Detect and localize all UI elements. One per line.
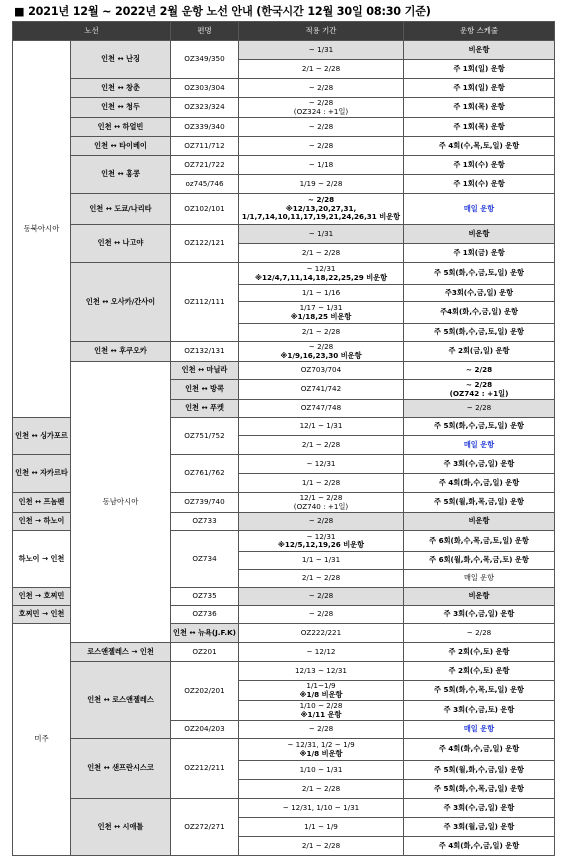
period-note: ※1/18,25 비운항 bbox=[290, 311, 352, 321]
table-row bbox=[13, 799, 555, 818]
route-name: 인천 ↔ 시애틀 bbox=[71, 799, 171, 856]
flight-number: OZ112/111 bbox=[171, 263, 239, 342]
flight-number: OZ201 bbox=[171, 643, 239, 662]
flight-number: OZ734 bbox=[171, 531, 239, 588]
schedule-cell: 주 3회(월,금,일) 운항 bbox=[404, 818, 555, 837]
table-row bbox=[13, 194, 555, 225]
route-name: 인천 ↔ 후쿠오카 bbox=[71, 342, 171, 362]
period-cell: ~ 12/31 bbox=[239, 455, 404, 474]
route-schedule-table bbox=[12, 21, 555, 856]
period-cell: ~ 2/28 bbox=[239, 721, 404, 739]
flight-number: OZ733 bbox=[171, 513, 239, 531]
period-cell: 1/1 ~ 1/31 bbox=[239, 552, 404, 570]
period-cell: ~ 12/12 bbox=[239, 643, 404, 662]
table-row bbox=[13, 137, 555, 156]
route-name: 인천 ↔ 난징 bbox=[71, 41, 171, 79]
schedule-cell: 주 4회(화,수,금,일) 운항 bbox=[404, 474, 555, 493]
schedule-cell: 주 5회(화,수,금,토,일) 운항 bbox=[404, 418, 555, 436]
schedule-cell: 비운항 bbox=[404, 588, 555, 606]
period-cell: ~ 2/28 bbox=[239, 606, 404, 624]
schedule-cell: 주 2회(수,토) 운항 bbox=[404, 643, 555, 662]
route-name: 인천 ↔ 도쿄/나리타 bbox=[71, 194, 171, 225]
schedule-cell: 주 5회(월,화,목,금,일) 운항 bbox=[404, 493, 555, 513]
period-text: 12/1 ~ 2/28 bbox=[299, 493, 343, 502]
route-name: 인천 ↔ 타이베이 bbox=[71, 137, 171, 156]
period-cell: 2/1 ~ 2/28 bbox=[239, 570, 404, 588]
period-text: ~ 2/28 bbox=[308, 342, 334, 351]
period-cell: ~ 12/31, 1/10 ~ 1/31 bbox=[239, 799, 404, 818]
schedule-cell: 비운항 bbox=[404, 513, 555, 531]
schedule-cell: 주 5회(화,수,목,금,일) 운항 bbox=[404, 780, 555, 799]
schedule-cell: 주 5회(화,수,목,토,일) 운항 bbox=[404, 681, 555, 701]
schedule-cell: 주 1회(수) 운항 bbox=[404, 175, 555, 194]
period-cell: ~ 2/28 bbox=[239, 588, 404, 606]
period-cell: 12/13 ~ 12/31 bbox=[239, 662, 404, 681]
flight-number: OZ122/121 bbox=[171, 225, 239, 263]
period-note: ※1/8 비운항 bbox=[299, 689, 343, 699]
route-name: 인천 ↔ 홍콩 bbox=[71, 156, 171, 194]
route-name: 호찌민 → 인천 bbox=[13, 606, 71, 624]
schedule-cell: 주 6회(화,수,목,금,토,일) 운항 bbox=[404, 531, 555, 552]
period-cell: 2/1 ~ 2/28 bbox=[239, 324, 404, 342]
period-note: ※1/9,16,23,30 비운항 bbox=[280, 350, 362, 360]
period-cell bbox=[404, 380, 555, 400]
schedule-cell: 주 3회(수,금,일) 운항 bbox=[404, 606, 555, 624]
period-cell bbox=[239, 98, 404, 118]
table-row bbox=[13, 263, 555, 285]
table-row bbox=[13, 739, 555, 761]
period-text: ~ 2/28 bbox=[308, 98, 334, 107]
period-cell bbox=[239, 531, 404, 552]
header-period: 적용 기간 bbox=[239, 22, 404, 41]
flight-number: OZ102/101 bbox=[171, 194, 239, 225]
flight-number: OZ747/748 bbox=[239, 400, 404, 418]
schedule-cell: 주 5회(월,화,수,금,일) 운항 bbox=[404, 761, 555, 780]
route-name: 하노이 → 인천 bbox=[13, 531, 71, 588]
flight-number: OZ703/704 bbox=[239, 362, 404, 380]
schedule-cell: 매일 운항 bbox=[404, 570, 555, 588]
schedule-cell: 주 3회(수,금,토) 운항 bbox=[404, 701, 555, 721]
table-row bbox=[13, 41, 555, 60]
schedule-cell: 주 4회(화,수,금,일) 운항 bbox=[404, 739, 555, 761]
period-cell: 2/1 ~ 2/28 bbox=[239, 436, 404, 455]
flight-number: OZ349/350 bbox=[171, 41, 239, 79]
schedule-cell: 비운항 bbox=[404, 225, 555, 244]
schedule-cell: 주 1회(금) 운항 bbox=[404, 244, 555, 263]
schedule-cell: 주 1회(일) 운항 bbox=[404, 60, 555, 79]
period-cell bbox=[239, 681, 404, 701]
table-row bbox=[13, 362, 555, 380]
flight-number: OZ222/221 bbox=[239, 624, 404, 643]
period-cell: 1/1 ~ 1/16 bbox=[239, 285, 404, 302]
period-cell bbox=[239, 701, 404, 721]
flight-number: OZ736 bbox=[171, 606, 239, 624]
route-name: 인천 ↔ 뉴욕(J.F.K) bbox=[171, 624, 239, 643]
period-cell: ~ 1/31 bbox=[239, 41, 404, 60]
flight-number: OZ204/203 bbox=[171, 721, 239, 739]
period-cell bbox=[239, 739, 404, 761]
schedule-cell: 주 1회(일) 운항 bbox=[404, 79, 555, 98]
schedule-cell: 주 2회(수,토) 운항 bbox=[404, 662, 555, 681]
table-row bbox=[13, 225, 555, 244]
period-text: ~ 2/28 bbox=[307, 195, 335, 205]
period-cell: 2/1 ~ 2/28 bbox=[239, 837, 404, 856]
period-cell: 2/1 ~ 2/28 bbox=[239, 244, 404, 263]
flight-number: OZ272/271 bbox=[171, 799, 239, 856]
region-label: 미주 bbox=[13, 624, 71, 856]
period-cell: ~ 2/28 bbox=[239, 118, 404, 137]
schedule-cell: 주 2회(금,일) 운항 bbox=[404, 342, 555, 362]
region-label: 동북아시아 bbox=[13, 41, 71, 418]
period-cell: 1/10 ~ 1/31 bbox=[239, 761, 404, 780]
schedule-cell: 주 6회(월,화,수,목,금,토) 운항 bbox=[404, 552, 555, 570]
route-name: 인천 ↔ 방콕 bbox=[171, 380, 239, 400]
period-cell: 2/1 ~ 2/28 bbox=[239, 780, 404, 799]
schedule-cell: 매일 운항 bbox=[404, 194, 555, 225]
route-name: 인천 ↔ 싱가포르 bbox=[13, 418, 71, 455]
table-row bbox=[13, 156, 555, 175]
period-text: ~ 12/31 bbox=[306, 531, 336, 541]
period-cell: ~ 2/28 bbox=[239, 137, 404, 156]
table-row bbox=[13, 643, 555, 662]
schedule-cell: 주 4회(화,수,금,일) 운항 bbox=[404, 837, 555, 856]
period-cell: 12/1 ~ 1/31 bbox=[239, 418, 404, 436]
period-note: (OZ740 : +1일) bbox=[293, 501, 349, 511]
period-cell: ~ 2/28 bbox=[404, 362, 555, 380]
flight-number: OZ761/762 bbox=[171, 455, 239, 493]
period-cell bbox=[239, 302, 404, 324]
flight-number: OZ212/211 bbox=[171, 739, 239, 799]
schedule-cell: 주3회(수,금,일) 운항 bbox=[404, 285, 555, 302]
route-name: 인천 → 하노이 bbox=[13, 513, 71, 531]
period-cell: 2/1 ~ 2/28 bbox=[239, 60, 404, 79]
period-note: ※12/4,7,11,14,18,22,25,29 비운항 bbox=[254, 272, 388, 282]
header-flight: 편명 bbox=[171, 22, 239, 41]
schedule-cell: 비운항 bbox=[404, 41, 555, 60]
period-note: ※12/13,20,27,31, bbox=[285, 203, 357, 213]
period-cell bbox=[239, 493, 404, 513]
schedule-cell: 주 3회(수,금,일) 운항 bbox=[404, 799, 555, 818]
period-cell bbox=[239, 263, 404, 285]
period-cell: ~ 1/31 bbox=[239, 225, 404, 244]
period-note: ※1/11 운항 bbox=[300, 709, 342, 719]
route-name: 인천 ↔ 프놈펜 bbox=[13, 493, 71, 513]
route-name: 인천 ↔ 청두 bbox=[71, 98, 171, 118]
schedule-cell: 주 3회(수,금,일) 운항 bbox=[404, 455, 555, 474]
period-cell: ~ 1/18 bbox=[239, 156, 404, 175]
schedule-cell: 주 1회(목) 운항 bbox=[404, 118, 555, 137]
region-label: 동남아시아 bbox=[71, 362, 171, 643]
schedule-cell: 주 4회(수,목,토,일) 운항 bbox=[404, 137, 555, 156]
route-name: 인천 ↔ 샌프란시스코 bbox=[71, 739, 171, 799]
route-name: 인천 ↔ 창춘 bbox=[71, 79, 171, 98]
route-name: 인천 ↔ 자카르타 bbox=[13, 455, 71, 493]
schedule-cell: 주 1회(수) 운항 bbox=[404, 156, 555, 175]
flight-number: OZ735 bbox=[171, 588, 239, 606]
route-name: 인천 ↔ 오사카/간사이 bbox=[71, 263, 171, 342]
period-note: 1/1,7,14,10,11,17,19,21,24,26,31 비운항 bbox=[241, 212, 401, 222]
flight-number: OZ739/740 bbox=[171, 493, 239, 513]
table-header-row bbox=[13, 22, 555, 41]
period-note: ※12/5,12,19,26 비운항 bbox=[277, 540, 365, 549]
flight-number: OZ339/340 bbox=[171, 118, 239, 137]
period-text: 1/17 ~ 1/31 bbox=[299, 303, 343, 312]
flight-number: OZ202/201 bbox=[171, 662, 239, 721]
period-cell: ~ 2/28 bbox=[404, 400, 555, 418]
period-cell: 1/19 ~ 2/28 bbox=[239, 175, 404, 194]
period-note: (OZ324 : +1일) bbox=[293, 106, 349, 116]
period-note: (OZ742 : +1일) bbox=[449, 388, 509, 398]
flight-number: OZ323/324 bbox=[171, 98, 239, 118]
flight-number: OZ741/742 bbox=[239, 380, 404, 400]
period-text: ~ 2/28 bbox=[465, 380, 493, 389]
flight-number: OZ303/304 bbox=[171, 79, 239, 98]
schedule-cell: 주 5회(화,수,금,토,일) 운항 bbox=[404, 263, 555, 285]
route-name: 인천 → 호찌민 bbox=[13, 588, 71, 606]
schedule-cell: 주4회(화,수,금,일) 운항 bbox=[404, 302, 555, 324]
period-text: 1/1~1/9 bbox=[306, 681, 336, 690]
table-row bbox=[13, 79, 555, 98]
route-name: 인천 ↔ 하얼빈 bbox=[71, 118, 171, 137]
route-name: 로스앤젤레스 → 인천 bbox=[71, 643, 171, 662]
table-row bbox=[13, 98, 555, 118]
period-cell: 1/1 ~ 1/9 bbox=[239, 818, 404, 837]
period-cell: ~ 2/28 bbox=[239, 79, 404, 98]
period-cell bbox=[239, 194, 404, 225]
period-text: ~ 12/31 bbox=[306, 264, 336, 273]
route-name: 인천 ↔ 나고야 bbox=[71, 225, 171, 263]
period-cell bbox=[239, 342, 404, 362]
schedule-cell: 주 1회(목) 운항 bbox=[404, 98, 555, 118]
route-name: 인천 ↔ 푸켓 bbox=[171, 400, 239, 418]
period-cell: ~ 2/28 bbox=[404, 624, 555, 643]
period-text: ~ 12/31, 1/2 ~ 1/9 bbox=[287, 740, 355, 749]
period-cell: 1/1 ~ 2/28 bbox=[239, 474, 404, 493]
route-name: 인천 ↔ 마닐라 bbox=[171, 362, 239, 380]
page-title: ■ 2021년 12월 ~ 2022년 2월 운항 노선 안내 (한국시간 12월 30일 08:30 기준) bbox=[14, 5, 431, 18]
schedule-cell: 매일 운항 bbox=[404, 436, 555, 455]
flight-number: OZ751/752 bbox=[171, 418, 239, 455]
flight-number: OZ132/131 bbox=[171, 342, 239, 362]
schedule-cell: 주 5회(화,수,금,토,일) 운항 bbox=[404, 324, 555, 342]
flight-number: OZ721/722 bbox=[171, 156, 239, 175]
header-route: 노선 bbox=[13, 22, 171, 41]
flight-number: oz745/746 bbox=[171, 175, 239, 194]
table-row bbox=[13, 662, 555, 681]
table-row bbox=[13, 342, 555, 362]
route-name: 인천 ↔ 로스앤젤레스 bbox=[71, 662, 171, 739]
period-text: 1/10 ~ 2/28 bbox=[299, 701, 343, 710]
period-cell: ~ 2/28 bbox=[239, 513, 404, 531]
schedule-cell: 매일 운항 bbox=[404, 721, 555, 739]
flight-number: OZ711/712 bbox=[171, 137, 239, 156]
header-schedule: 운항 스케줄 bbox=[404, 22, 555, 41]
period-note: ※1/8 비운항 bbox=[299, 748, 343, 758]
table-row bbox=[13, 118, 555, 137]
